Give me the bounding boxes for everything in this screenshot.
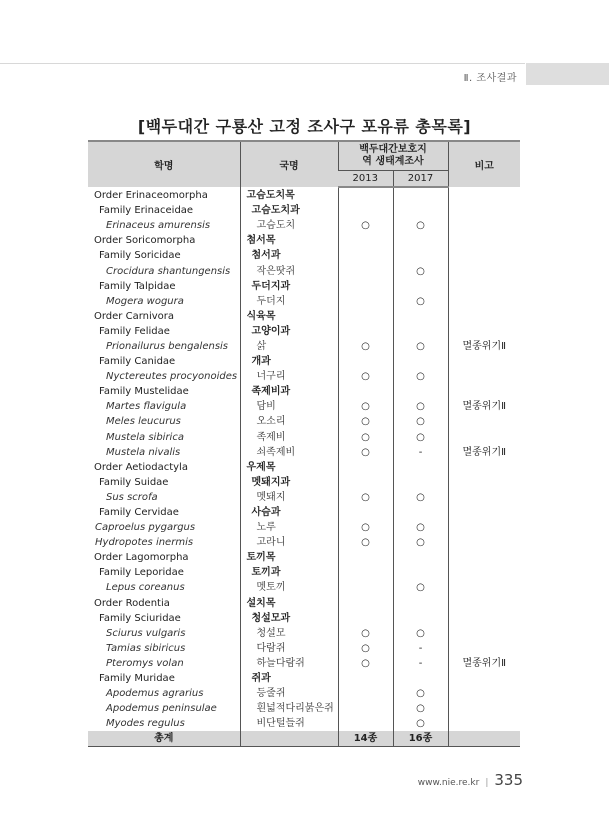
table-row bbox=[88, 505, 520, 520]
note: 멸종위기Ⅱ bbox=[448, 339, 520, 354]
survey-2017: ○ bbox=[393, 294, 448, 309]
korean-name: 비단털들쥐 bbox=[240, 716, 338, 731]
table-row bbox=[88, 475, 520, 490]
korean-name: 두더지 bbox=[240, 294, 338, 309]
scientific-name: Family Suidae bbox=[99, 476, 169, 488]
survey-2017: ○ bbox=[393, 520, 448, 535]
note bbox=[448, 233, 520, 248]
scientific-name: Lepus coreanus bbox=[106, 582, 185, 594]
survey-2017 bbox=[393, 187, 448, 203]
survey-2013 bbox=[338, 384, 393, 399]
header-survey: 백두대간보호지역 생태계조사 bbox=[338, 141, 448, 171]
note bbox=[448, 580, 520, 595]
note bbox=[448, 520, 520, 535]
scientific-name: Caproelus pygargus bbox=[95, 522, 196, 534]
total-note-cell bbox=[448, 731, 520, 747]
survey-2013 bbox=[338, 580, 393, 595]
note bbox=[448, 535, 520, 550]
scientific-name: Apodemus peninsulae bbox=[106, 703, 217, 715]
korean-name: 청설모과 bbox=[240, 611, 338, 626]
survey-2017: ○ bbox=[393, 701, 448, 716]
table-row bbox=[88, 626, 520, 641]
survey-2013: ○ bbox=[338, 535, 393, 550]
table-row bbox=[88, 445, 520, 460]
note bbox=[448, 203, 520, 218]
scientific-name: Family Soricidae bbox=[99, 250, 181, 262]
table-title: [백두대간 구룡산 고정 조사구 포유류 총목록] bbox=[137, 117, 472, 136]
table-row bbox=[88, 324, 520, 339]
table-row bbox=[88, 218, 520, 233]
scientific-name: Martes flavigula bbox=[106, 401, 187, 413]
scientific-name: Sciurus vulgaris bbox=[106, 627, 186, 639]
section-label: Ⅱ. 조사결과 bbox=[463, 73, 517, 84]
total-row bbox=[88, 731, 520, 747]
korean-name: 식육목 bbox=[240, 309, 338, 324]
note: 멸종위기Ⅱ bbox=[448, 656, 520, 671]
survey-2017: ○ bbox=[393, 218, 448, 233]
header-korean-name: 국명 bbox=[240, 141, 338, 187]
header-note: 비고 bbox=[448, 141, 520, 187]
scientific-name: Crocidura shantungensis bbox=[106, 265, 231, 277]
table-row bbox=[88, 263, 520, 278]
scientific-name: Mustela nivalis bbox=[106, 446, 181, 458]
survey-2017: ○ bbox=[393, 716, 448, 731]
note bbox=[448, 369, 520, 384]
scientific-name: Meles leucurus bbox=[106, 416, 181, 428]
note bbox=[448, 279, 520, 294]
survey-2017: - bbox=[393, 641, 448, 656]
korean-name: 쇠족제비 bbox=[240, 445, 338, 460]
note bbox=[448, 611, 520, 626]
table-row bbox=[88, 686, 520, 701]
survey-2013 bbox=[338, 233, 393, 248]
table-row bbox=[88, 535, 520, 550]
survey-2017: ○ bbox=[393, 580, 448, 595]
scientific-name: Family Talpidae bbox=[99, 280, 176, 292]
table-row bbox=[88, 203, 520, 218]
survey-2013: ○ bbox=[338, 656, 393, 671]
table-row bbox=[88, 248, 520, 263]
survey-2017 bbox=[393, 460, 448, 475]
scientific-name: Hydropotes inermis bbox=[95, 537, 194, 549]
table-row bbox=[88, 354, 520, 369]
mammal-list-table bbox=[88, 140, 520, 747]
note bbox=[448, 565, 520, 580]
scientific-name: Order Rodentia bbox=[94, 597, 170, 609]
table-row bbox=[88, 279, 520, 294]
table-row bbox=[88, 611, 520, 626]
table-row bbox=[88, 399, 520, 414]
survey-2017 bbox=[393, 354, 448, 369]
scientific-name: Family Felidae bbox=[99, 325, 170, 337]
survey-2013 bbox=[338, 203, 393, 218]
table-row bbox=[88, 520, 520, 535]
korean-name: 노루 bbox=[240, 520, 338, 535]
survey-2017 bbox=[393, 233, 448, 248]
survey-2017 bbox=[393, 550, 448, 565]
note bbox=[448, 686, 520, 701]
scientific-name: Family Cervidae bbox=[99, 507, 179, 519]
survey-2013 bbox=[338, 550, 393, 565]
scientific-name: Prionailurus bengalensis bbox=[106, 340, 229, 352]
survey-2017 bbox=[393, 505, 448, 520]
survey-2013 bbox=[338, 248, 393, 263]
header-rule bbox=[0, 63, 525, 64]
table-row bbox=[88, 596, 520, 611]
survey-2013: ○ bbox=[338, 218, 393, 233]
page-footer bbox=[418, 771, 523, 789]
scientific-name: Pteromys volan bbox=[106, 657, 184, 669]
table-row bbox=[88, 716, 520, 731]
header-scientific-name: 학명 bbox=[88, 141, 240, 187]
total-2017: 16종 bbox=[393, 731, 448, 747]
survey-2017 bbox=[393, 279, 448, 294]
survey-2013 bbox=[338, 475, 393, 490]
note: 멸종위기Ⅱ bbox=[448, 399, 520, 414]
survey-2013: ○ bbox=[338, 445, 393, 460]
note bbox=[448, 248, 520, 263]
survey-2017: ○ bbox=[393, 626, 448, 641]
korean-name: 족제비과 bbox=[240, 384, 338, 399]
korean-name: 우제목 bbox=[240, 460, 338, 475]
korean-name: 멧돼지 bbox=[240, 490, 338, 505]
korean-name: 흰넓적다리붉은쥐 bbox=[240, 701, 338, 716]
table-row bbox=[88, 187, 520, 203]
scientific-name: Mustela sibirica bbox=[106, 431, 184, 443]
note bbox=[448, 460, 520, 475]
korean-name: 사슴과 bbox=[240, 505, 338, 520]
table-row bbox=[88, 671, 520, 686]
table-row bbox=[88, 641, 520, 656]
korean-name: 다람쥐 bbox=[240, 641, 338, 656]
survey-2013 bbox=[338, 460, 393, 475]
survey-2017 bbox=[393, 203, 448, 218]
survey-2017 bbox=[393, 248, 448, 263]
survey-2013 bbox=[338, 294, 393, 309]
scientific-name: Family Leporidae bbox=[99, 567, 184, 579]
survey-2013 bbox=[338, 187, 393, 203]
survey-2017 bbox=[393, 309, 448, 324]
note bbox=[448, 490, 520, 505]
korean-name: 족제비 bbox=[240, 430, 338, 445]
survey-2017: ○ bbox=[393, 430, 448, 445]
survey-2017 bbox=[393, 324, 448, 339]
survey-2013: ○ bbox=[338, 414, 393, 429]
survey-2017: ○ bbox=[393, 535, 448, 550]
header-2013: 2013 bbox=[338, 171, 393, 188]
survey-2017 bbox=[393, 596, 448, 611]
survey-2013: ○ bbox=[338, 626, 393, 641]
korean-name: 멧돼지과 bbox=[240, 475, 338, 490]
table-row bbox=[88, 656, 520, 671]
note bbox=[448, 414, 520, 429]
table-row bbox=[88, 384, 520, 399]
table-row bbox=[88, 339, 520, 354]
survey-2013 bbox=[338, 596, 393, 611]
survey-2013 bbox=[338, 505, 393, 520]
scientific-name: Order Aetiodactyla bbox=[94, 461, 188, 473]
table-row bbox=[88, 490, 520, 505]
korean-name: 멧토끼 bbox=[240, 580, 338, 595]
table-row bbox=[88, 550, 520, 565]
survey-2017 bbox=[393, 475, 448, 490]
survey-2017: ○ bbox=[393, 263, 448, 278]
survey-2013 bbox=[338, 611, 393, 626]
survey-2017: - bbox=[393, 445, 448, 460]
survey-2013: ○ bbox=[338, 641, 393, 656]
note bbox=[448, 671, 520, 686]
note bbox=[448, 324, 520, 339]
scientific-name: Myodes regulus bbox=[106, 718, 185, 730]
korean-name: 담비 bbox=[240, 399, 338, 414]
survey-2013: ○ bbox=[338, 490, 393, 505]
survey-2013: ○ bbox=[338, 430, 393, 445]
table-row bbox=[88, 460, 520, 475]
note bbox=[448, 701, 520, 716]
note bbox=[448, 626, 520, 641]
korean-name: 청설모 bbox=[240, 626, 338, 641]
scientific-name: Family Mustelidae bbox=[99, 386, 189, 398]
survey-2013 bbox=[338, 263, 393, 278]
note bbox=[448, 263, 520, 278]
scientific-name: Erinaceus amurensis bbox=[106, 220, 211, 232]
scientific-name: Order Soricomorpha bbox=[94, 235, 196, 247]
scientific-name: Nyctereutes procyonoides bbox=[106, 371, 238, 383]
note bbox=[448, 187, 520, 203]
survey-2017: ○ bbox=[393, 399, 448, 414]
korean-name: 개과 bbox=[240, 354, 338, 369]
survey-2013 bbox=[338, 701, 393, 716]
korean-name: 고라니 bbox=[240, 535, 338, 550]
scientific-name: Tamias sibiricus bbox=[106, 642, 186, 654]
total-korean-cell bbox=[240, 731, 338, 747]
survey-2017: - bbox=[393, 656, 448, 671]
scientific-name: Order Erinaceomorpha bbox=[94, 189, 208, 201]
note: 멸종위기Ⅱ bbox=[448, 445, 520, 460]
note bbox=[448, 430, 520, 445]
survey-2017 bbox=[393, 611, 448, 626]
korean-name: 토끼과 bbox=[240, 565, 338, 580]
table-row bbox=[88, 414, 520, 429]
scientific-name: Order Lagomorpha bbox=[94, 552, 189, 564]
survey-2017: ○ bbox=[393, 339, 448, 354]
note bbox=[448, 505, 520, 520]
scientific-name: Family Muridae bbox=[99, 673, 175, 685]
chapter-tab bbox=[526, 63, 609, 85]
korean-name: 설치목 bbox=[240, 596, 338, 611]
note bbox=[448, 641, 520, 656]
survey-2017: ○ bbox=[393, 369, 448, 384]
note bbox=[448, 550, 520, 565]
survey-2017 bbox=[393, 384, 448, 399]
note bbox=[448, 716, 520, 731]
table-row bbox=[88, 309, 520, 324]
korean-name: 고양이과 bbox=[240, 324, 338, 339]
scientific-name: Family Sciuridae bbox=[99, 612, 181, 624]
korean-name: 오소리 bbox=[240, 414, 338, 429]
page-number: 335 bbox=[494, 771, 523, 789]
table-row bbox=[88, 430, 520, 445]
survey-2017: ○ bbox=[393, 686, 448, 701]
survey-2013 bbox=[338, 354, 393, 369]
scientific-name: Family Erinaceidae bbox=[99, 205, 194, 217]
note bbox=[448, 294, 520, 309]
table-row bbox=[88, 233, 520, 248]
survey-2017: ○ bbox=[393, 490, 448, 505]
table-row bbox=[88, 565, 520, 580]
korean-name: 고슴도치 bbox=[240, 218, 338, 233]
table-body bbox=[88, 187, 520, 731]
korean-name: 첨서목 bbox=[240, 233, 338, 248]
note bbox=[448, 384, 520, 399]
survey-2013 bbox=[338, 324, 393, 339]
korean-name: 삵 bbox=[240, 339, 338, 354]
survey-2013 bbox=[338, 565, 393, 580]
korean-name: 쥐과 bbox=[240, 671, 338, 686]
survey-2013: ○ bbox=[338, 520, 393, 535]
table-row bbox=[88, 294, 520, 309]
korean-name: 두더지과 bbox=[240, 279, 338, 294]
survey-2013 bbox=[338, 716, 393, 731]
survey-2013 bbox=[338, 671, 393, 686]
scientific-name: Order Carnivora bbox=[94, 310, 175, 322]
survey-2013: ○ bbox=[338, 399, 393, 414]
note bbox=[448, 475, 520, 490]
table-row bbox=[88, 701, 520, 716]
korean-name: 너구리 bbox=[240, 369, 338, 384]
korean-name: 등줄쥐 bbox=[240, 686, 338, 701]
table-row bbox=[88, 369, 520, 384]
korean-name: 첨서과 bbox=[240, 248, 338, 263]
survey-2013 bbox=[338, 279, 393, 294]
korean-name: 고슴도치과 bbox=[240, 203, 338, 218]
survey-2017: ○ bbox=[393, 414, 448, 429]
korean-name: 작은땃쥐 bbox=[240, 263, 338, 278]
note bbox=[448, 596, 520, 611]
scientific-name: Mogera wogura bbox=[106, 295, 184, 307]
total-2013: 14종 bbox=[338, 731, 393, 747]
survey-2013: ○ bbox=[338, 339, 393, 354]
scientific-name: Family Canidae bbox=[99, 356, 176, 368]
header-2017: 2017 bbox=[393, 171, 448, 188]
table-row bbox=[88, 580, 520, 595]
korean-name: 토끼목 bbox=[240, 550, 338, 565]
survey-2013 bbox=[338, 686, 393, 701]
korean-name: 고슴도치목 bbox=[240, 187, 338, 203]
total-label: 총계 bbox=[88, 731, 240, 747]
survey-2017 bbox=[393, 565, 448, 580]
survey-2013 bbox=[338, 309, 393, 324]
footer-url: www.nie.re.kr bbox=[417, 778, 480, 788]
scientific-name: Apodemus agrarius bbox=[106, 688, 204, 700]
scientific-name: Sus scrofa bbox=[106, 491, 158, 503]
note bbox=[448, 218, 520, 233]
survey-2017 bbox=[393, 671, 448, 686]
note bbox=[448, 354, 520, 369]
note bbox=[448, 309, 520, 324]
survey-2013: ○ bbox=[338, 369, 393, 384]
korean-name: 하늘다람쥐 bbox=[240, 656, 338, 671]
footer-separator: | bbox=[485, 778, 489, 788]
